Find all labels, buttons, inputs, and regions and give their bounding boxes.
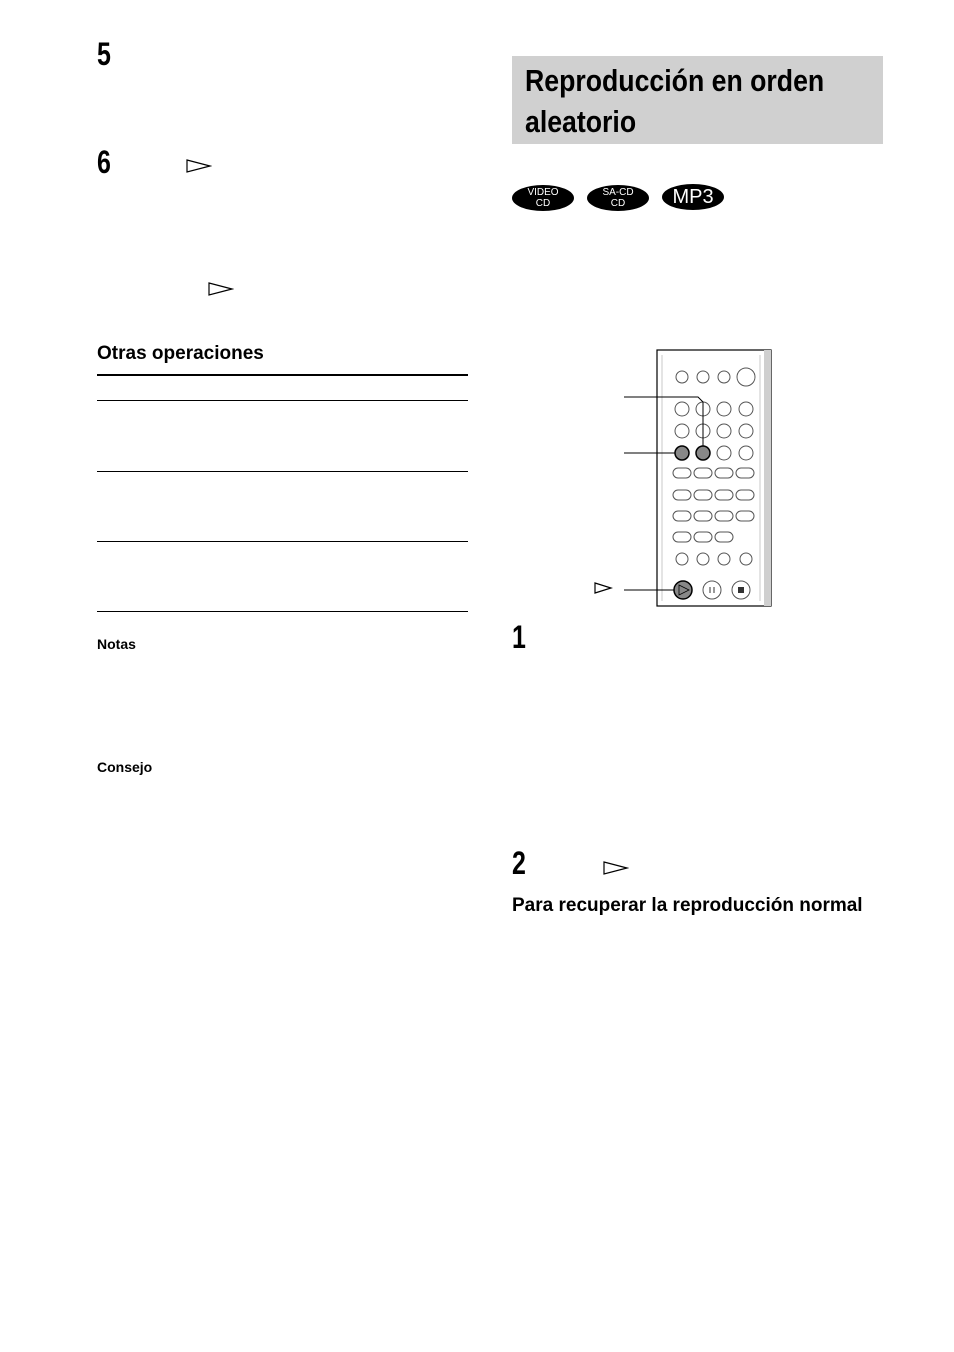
badge-line1: SA-CD bbox=[602, 187, 634, 198]
badge-line2: CD bbox=[610, 198, 626, 209]
step-1-number: 1 bbox=[512, 619, 526, 655]
table-top-rule bbox=[97, 374, 468, 376]
badge-line1: MP3 bbox=[672, 186, 714, 208]
play-icon bbox=[186, 158, 212, 174]
recuperar-heading: Para recuperar la reproducción normal bbox=[512, 895, 863, 916]
remote-control-illustration bbox=[590, 345, 780, 607]
consejo-label: Consejo bbox=[97, 759, 153, 775]
section-title bbox=[525, 60, 903, 142]
step-5-number: 5 bbox=[97, 36, 111, 72]
table-row-divider bbox=[97, 471, 468, 472]
otras-operaciones-heading: Otras operaciones bbox=[97, 343, 264, 364]
sa-cd-badge bbox=[587, 185, 649, 211]
notas-label: Notas bbox=[97, 636, 136, 652]
step-6-number: 6 bbox=[97, 144, 111, 180]
badge-line1: VIDEO bbox=[527, 187, 559, 198]
play-icon bbox=[208, 281, 234, 297]
step-2-number: 2 bbox=[512, 845, 526, 881]
section-title-line1: Reproducción en orden bbox=[525, 63, 825, 98]
table-bottom-rule bbox=[97, 611, 468, 612]
video-cd-badge bbox=[512, 185, 574, 211]
table-row-divider bbox=[97, 541, 468, 542]
play-icon bbox=[603, 860, 629, 876]
section-title-line2: aleatorio bbox=[525, 104, 637, 139]
table-row-divider bbox=[97, 400, 468, 401]
mp3-badge bbox=[662, 184, 724, 210]
badge-line2: CD bbox=[535, 198, 551, 209]
